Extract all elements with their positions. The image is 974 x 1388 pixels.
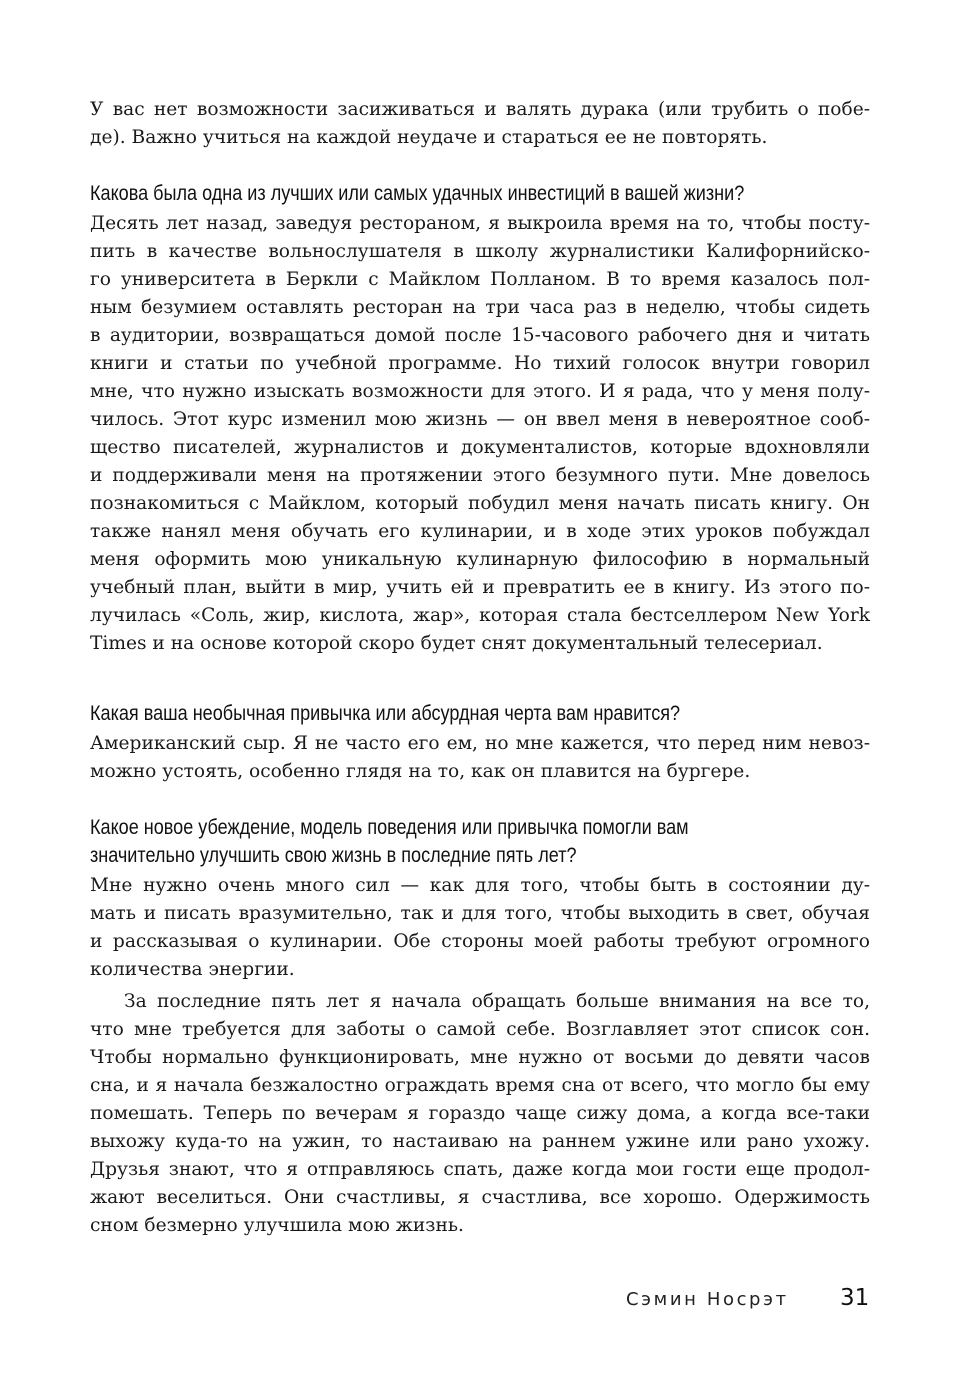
text-line: меня оформить мою уникальную кулинарную философию в нормальный — [90, 549, 870, 570]
text-line: ным безумием оставлять ресторан на три часа раз в неделю, чтобы сидеть — [90, 297, 870, 318]
text-line: мать и писать вразумительно, так и для того, чтобы выходить в свет, обучая — [90, 903, 870, 924]
text-line: Американский сыр. Я не часто его ем, но мне кажется, что перед ним невоз- — [90, 733, 870, 754]
text-line: сна, и я начала безжалостно ограждать время сна от всего, что могло бы ему — [90, 1075, 870, 1096]
text-line: что мне требуется для заботы о самой себе. Возглавляет этот список сон. — [90, 1019, 870, 1040]
text-line: помешать. Теперь по вечерам я гораздо чаще сижу дома, а когда все-таки — [90, 1103, 870, 1124]
text-line: выхожу куда-то на ужин, то настаиваю на раннем ужине или рано ухожу. — [90, 1131, 870, 1152]
text-line: в аудитории, возвращаться домой после 15-часового рабочего дня и читать — [90, 325, 870, 346]
text-line: Друзья знают, что я отправляюсь спать, даже когда мои гости еще продол- — [90, 1159, 870, 1180]
text-line: щество писателей, журналистов и документалистов, которые вдохновляли — [90, 437, 870, 458]
text-line: количества энергии. — [90, 959, 295, 980]
page-number: 31 — [840, 1285, 870, 1311]
text-line: чилось. Этот курс изменил мою жизнь — он ввел меня в невероятное сооб- — [90, 409, 870, 430]
text-line: пить в качестве вольнослушателя в школу журналистики Калифорнийско- — [90, 241, 870, 262]
text-line: можно устоять, особенно глядя на то, как он плавится на бургере. — [90, 761, 751, 782]
text-line: также нанял меня обучать его кулинарии, и в ходе этих уроков побуждал — [90, 521, 870, 542]
text-line: познакомиться с Майклом, который побудил меня начать писать книгу. Он — [90, 493, 870, 514]
text-line: жают веселиться. Они счастливы, я счастлива, все хорошо. Одержимость — [90, 1187, 870, 1208]
question-heading: значительно улучшить свою жизнь в последние пять лет? — [90, 844, 577, 867]
running-footer-author: Сэмин Носрэт — [626, 1289, 789, 1310]
text-line: учебный план, выйти в мир, учить ей и превратить ее в книгу. Из этого по- — [90, 577, 870, 598]
text-line: Чтобы нормально функционировать, мне нужно от восьми до девяти часов — [90, 1047, 870, 1068]
text-line: мне, что нужно изыскать возможности для этого. И я рада, что у меня полу- — [90, 381, 870, 402]
text-line: Times и на основе которой скоро будет снят документальный телесериал. — [90, 633, 823, 654]
text-line: Мне нужно очень много сил — как для того, чтобы быть в состоянии ду- — [90, 875, 870, 896]
question-heading: Какова была одна из лучших или самых удачных инвестиций в вашей жизни? — [90, 182, 745, 205]
text-line: и рассказывая о кулинарии. Обе стороны моей работы требуют огромного — [90, 931, 870, 952]
text-line: сном безмерно улучшила мою жизнь. — [90, 1215, 464, 1236]
text-line: Десять лет назад, заведуя рестораном, я выкроила время на то, чтобы посту- — [90, 213, 870, 234]
text-line: и поддерживали меня на протяжении этого безумного пути. Мне довелось — [90, 465, 870, 486]
text-line: За последние пять лет я начала обращать больше внимания на все то, — [124, 991, 870, 1012]
text-line: де). Важно учиться на каждой неудаче и стараться ее не повторять. — [90, 127, 768, 148]
text-line: го университета в Беркли с Майклом Полланом. В то время казалось пол- — [90, 269, 870, 290]
question-heading: Какая ваша необычная привычка или абсурдная черта вам нравится? — [90, 702, 681, 725]
text-line: У вас нет возможности засиживаться и валять дурака (или трубить о побе- — [90, 99, 870, 120]
text-line: лучилась «Соль, жир, кислота, жар», которая стала бестселлером New York — [90, 605, 870, 626]
question-heading: Какое новое убеждение, модель поведения или привычка помогли вам — [90, 816, 689, 839]
text-line: книги и статьи по учебной программе. Но тихий голосок внутри говорил — [90, 353, 870, 374]
